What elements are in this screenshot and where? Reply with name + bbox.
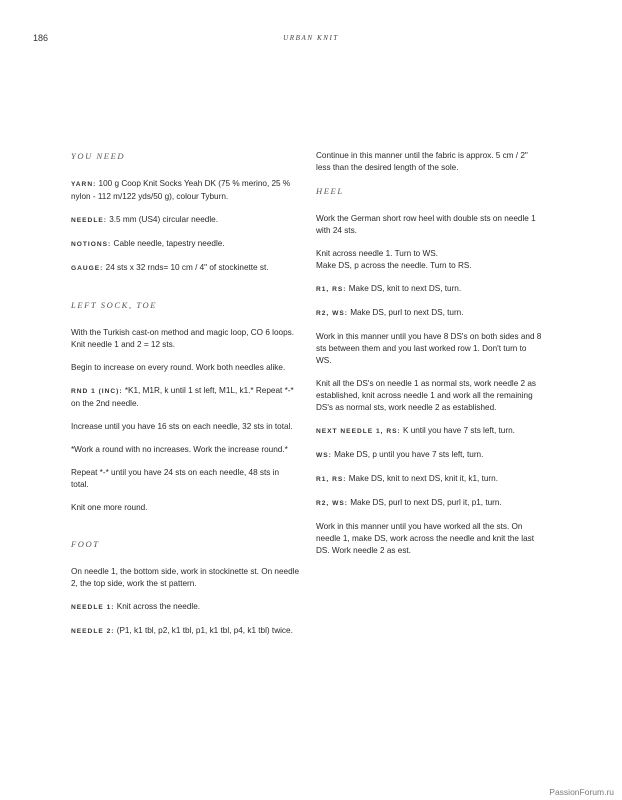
toe-paragraph: Begin to increase on every round. Work both needles alike. (71, 363, 286, 372)
section-heading-you-need: YOU NEED (71, 151, 126, 161)
row2-text: Make DS, purl to next DS, turn. (347, 308, 464, 317)
heel-paragraph (316, 248, 544, 272)
heel-line: Knit across needle 1. Turn to WS. (316, 249, 438, 258)
toe-paragraph: *Work a round with no increases. Work the increase round.* (71, 445, 288, 454)
row1b-line (316, 473, 544, 486)
yarn-text: 100 g Coop Knit Socks Yeah DK (75 % merino, 25 % nylon - 112 m/122 yds/50 g), colour Tyburn. (71, 179, 291, 201)
next-needle-text: K until you have 7 sts left, turn. (400, 426, 515, 435)
ws-label: WS: (316, 452, 332, 459)
heel-line: Make DS, p across the needle. Turn to RS. (316, 261, 472, 270)
rnd1-line (71, 385, 299, 410)
row2b-line (316, 497, 544, 510)
heel-paragraph: Work in this manner until you have 8 DS's on both sides and 8 sts between them and you last worked row 1. Don't turn to WS. (316, 332, 542, 365)
continue-paragraph: Continue in this manner until the fabric is approx. 5 cm / 2" less than the desired length of the sole. (316, 151, 528, 172)
ws-line (316, 449, 544, 462)
heel-paragraph: Knit all the DS's on needle 1 as normal sts, work needle 2 as established, knit across needle 1 and work all the remaining DS's as normal sts, work needle 2 as established. (316, 379, 537, 412)
row1-text: Make DS, knit to next DS, turn. (346, 284, 462, 293)
watermark: PassionForum.ru (549, 787, 614, 797)
notions-line (71, 238, 299, 251)
needle1-line (71, 601, 299, 614)
gauge-text: 24 sts x 32 rnds= 10 cm / 4" of stockinette st. (103, 263, 269, 272)
needle-label: NEEDLE: (71, 217, 107, 224)
row1b-label: R1, RS: (316, 476, 347, 483)
needle-line (71, 214, 299, 227)
notions-text: Cable needle, tapestry needle. (111, 239, 225, 248)
row2-line (316, 307, 544, 320)
rnd1-label: RND 1 (INC): (71, 388, 123, 395)
needle2-line (71, 625, 299, 638)
rnd1-text: *K1, M1R, k until 1 st left, M1L, k1.* Repeat *-* on the 2nd needle. (71, 386, 294, 408)
heel-paragraph: Work the German short row heel with double sts on needle 1 with 24 sts. (316, 214, 536, 235)
gauge-label: GAUGE: (71, 265, 104, 272)
toe-paragraph: Increase until you have 16 sts on each needle, 32 sts in total. (71, 422, 293, 431)
next-needle-label: NEXT NEEDLE 1, RS: (316, 428, 401, 435)
section-heading-foot: FOOT (71, 539, 100, 549)
needle1-label: NEEDLE 1: (71, 604, 115, 611)
needle1-text: Knit across the needle. (114, 602, 201, 611)
section-heading-toe: LEFT SOCK, TOE (71, 300, 158, 310)
row2b-text: Make DS, purl to next DS, purl it, p1, turn. (347, 498, 502, 507)
row1-label: R1, RS: (316, 286, 347, 293)
needle-text: 3.5 mm (US4) circular needle. (106, 215, 218, 224)
notions-label: NOTIONS: (71, 241, 112, 248)
right-column (316, 150, 544, 568)
heel-paragraph: Work in this manner until you have worked all the sts. On needle 1, make DS, work across the needle and knit the last DS. Work needle 2 as est. (316, 522, 535, 555)
left-column (71, 150, 299, 649)
yarn-line (71, 178, 299, 203)
next-needle-line (316, 425, 544, 438)
spacer (71, 525, 299, 538)
yarn-label: YARN: (71, 181, 97, 188)
needle2-label: NEEDLE 2: (71, 628, 115, 635)
row2-label: R2, WS: (316, 310, 348, 317)
gauge-line (71, 262, 299, 275)
spacer (71, 286, 299, 299)
toe-paragraph: With the Turkish cast-on method and magic loop, CO 6 loops. Knit needle 1 and 2 = 12 sts. (71, 328, 294, 349)
row2b-label: R2, WS: (316, 500, 348, 507)
row1b-text: Make DS, knit to next DS, knit it, k1, turn. (346, 474, 498, 483)
toe-paragraph: Knit one more round. (71, 503, 148, 512)
toe-paragraph: Repeat *-* until you have 24 sts on each needle, 48 sts in total. (71, 468, 280, 489)
row1-line (316, 283, 544, 296)
section-heading-heel: HEEL (316, 186, 344, 196)
ws-text: Make DS, p until you have 7 sts left, turn. (331, 450, 484, 459)
running-head: URBAN KNIT (283, 34, 339, 42)
foot-paragraph: On needle 1, the bottom side, work in stockinette st. On needle 2, the top side, work the st pattern. (71, 567, 300, 588)
needle2-text: (P1, k1 tbl, p2, k1 tbl, p1, k1 tbl, p4, k1 tbl) twice. (114, 626, 293, 635)
page-number: 186 (33, 33, 49, 43)
